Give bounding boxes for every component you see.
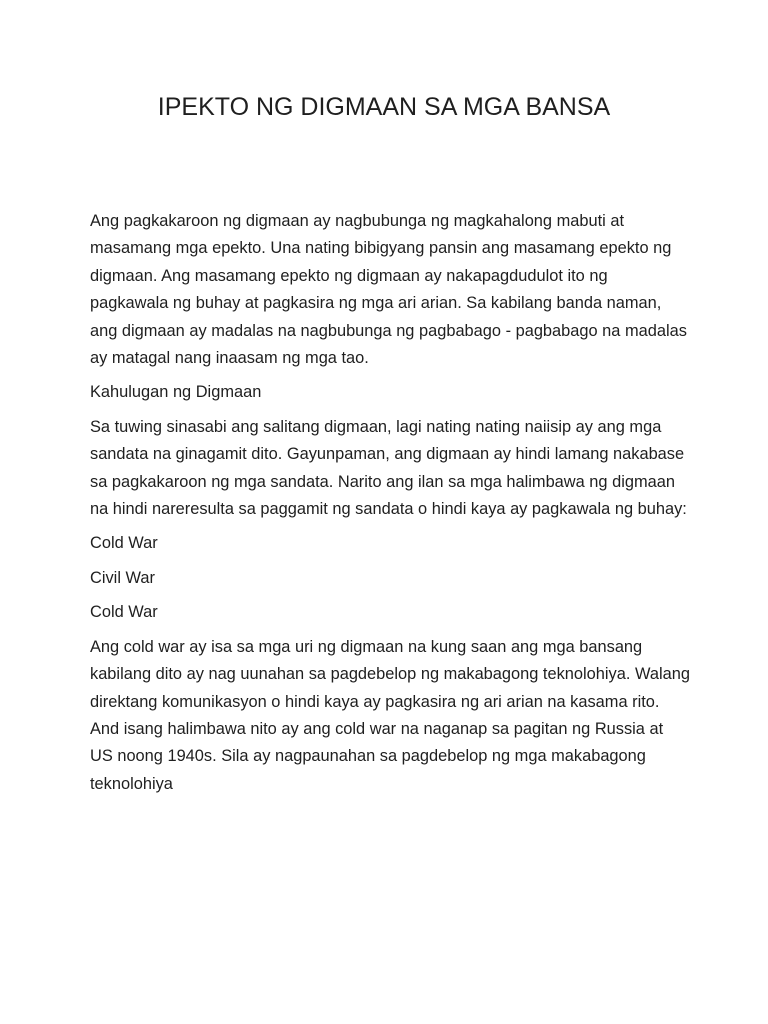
section-heading-kahulugan: Kahulugan ng Digmaan [90,383,262,402]
intro-paragraph: Ang pagkakaroon ng digmaan ay nagbubunga ng magkahalong mabuti at masamang mga epekto. Una nating bibigyang pansin ang masamang epekto ng digmaan. Ang masamang epekto ng digmaan ay nakapagdudulot ito ng pagkawala ng buhay at pagkasira ng mga ari arian. Sa kabilang banda naman, ang digmaan ay madalas na nagbubunga ng pagbabago - pagbabago na madalas ay matagal nang inaasam ng mga tao. [90,212,687,368]
document-body [90,208,690,805]
section-heading-cold-war: Cold War [90,603,158,622]
list-item: Civil War [90,568,155,587]
list-item: Cold War [90,534,158,553]
definition-paragraph: Sa tuwing sinasabi ang salitang digmaan, lagi nating nating naiisip ay ang mga sandata na ginagamit dito. Gayunpaman, ang digmaan ay hindi lamang nakabase sa pagkakaroon ng mga sandata. Narito ang ilan sa mga halimbawa ng digmaan na hindi nareresulta sa paggamit ng sandata o hindi kaya ay pagkawala ng buhay: [90,417,687,519]
cold-war-paragraph: Ang cold war ay isa sa mga uri ng digmaan na kung saan ang mga bansang kabilang dito ay nag uunahan sa pagdebelop ng makabagong teknolohiya. Walang direktang komunikasyon o hindi kaya ay pagkasira ng ari arian na kasama rito. And isang halimbawa nito ay ang cold war na naganap sa pagitan ng Russia at US noong 1940s. Sila ay nagpaunahan sa pagdebelop ng mga makabagong teknolohiya [90,637,690,793]
page-title: IPEKTO NG DIGMAAN SA MGA BANSA [157,93,611,121]
